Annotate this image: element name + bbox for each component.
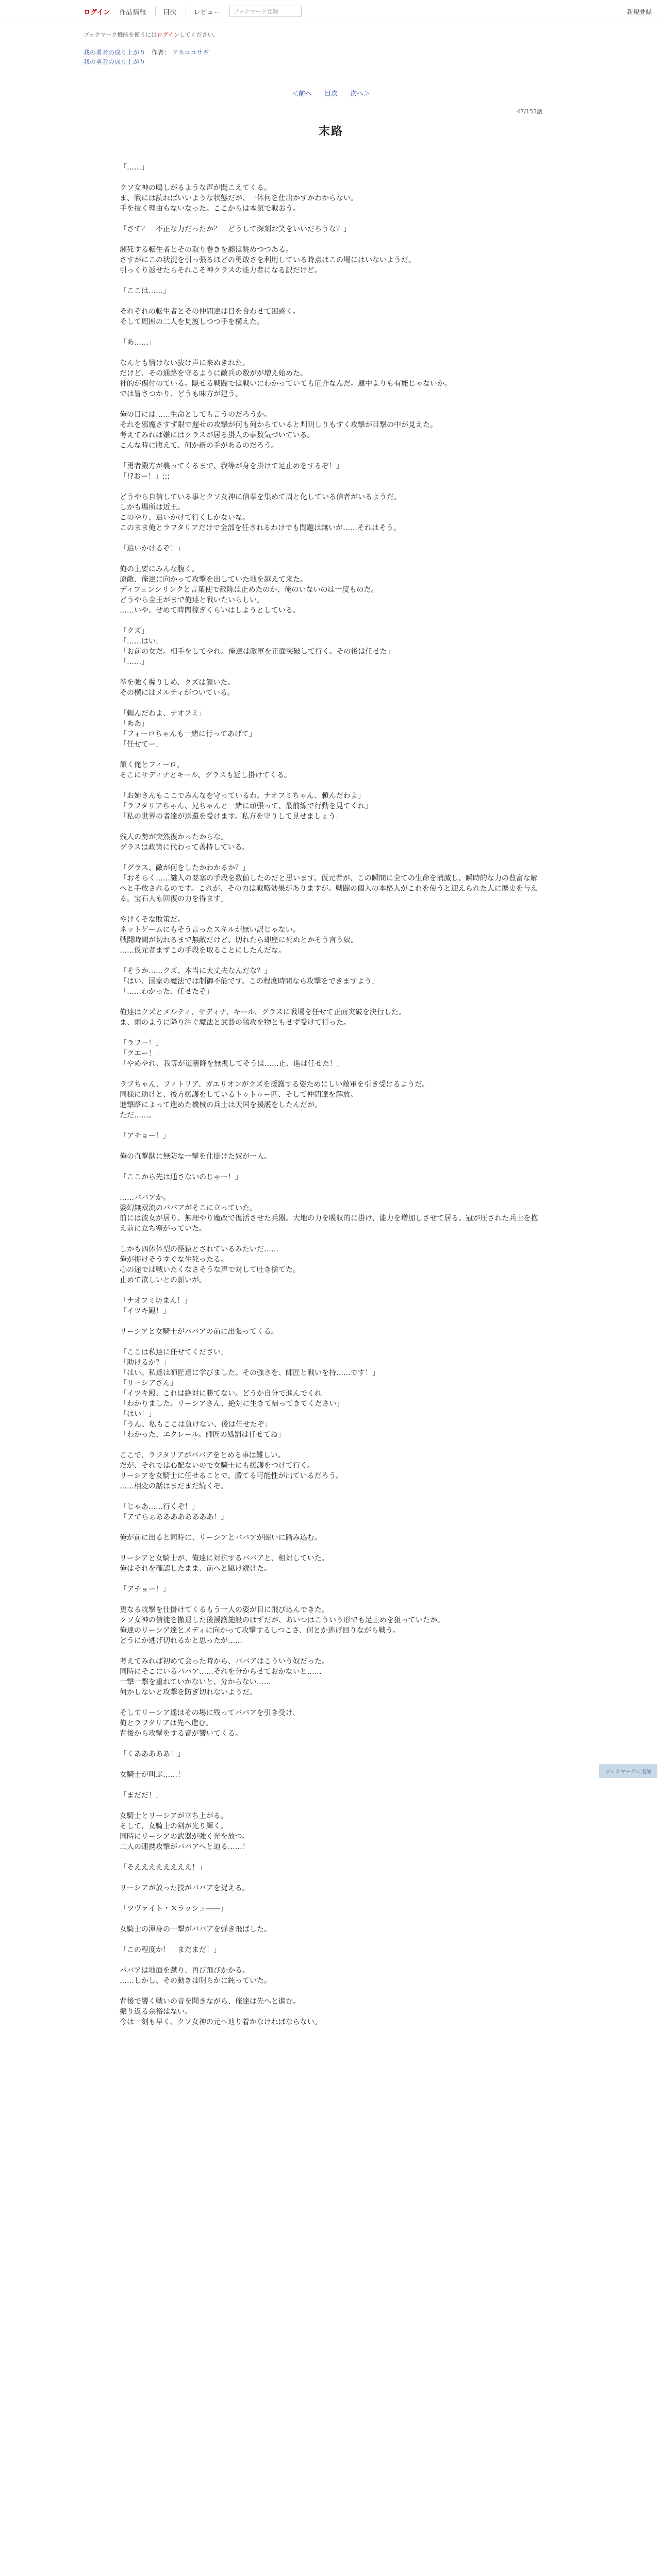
body-line: 俺達のリーシア達とメディに向かって攻撃するしつこさ、何とか逃げ回りながら戦う。 [120,1626,401,1635]
body-line: 「任せてー」 [120,740,163,749]
body-line [120,1440,542,1450]
body-line: ……ババアか。 [120,1194,170,1202]
body-line: 「ここは私達に任せてください」 [120,1348,228,1357]
body-line: 「まだだ！」 [120,1791,163,1800]
body-line: そしてリーシア達はその場に残ってババアを引き受け、 [120,1709,300,1717]
body-line [120,956,542,966]
body-line: クソ女神の鳴しがるような声が聞こえてくる。 [120,184,271,192]
body-line: 「ナオフミ坊まん！」 [120,1297,192,1305]
body-line: 考えてみれば初めて会った時から、ババアはこういう奴だった。 [120,1657,329,1666]
body-line: 「勇者殿方が襲ってくるまで、我等が身を掛けて足止めをするぞ！」 [120,462,343,470]
body-line: ただ……。 [120,1111,156,1120]
body-line: ディフェンシリンクと言葉使で敵隊は止めたのか、俺のいないのは一度ものだ。 [120,586,378,594]
body-line: ……相変の話はまだまだ続くぞ。 [120,1482,228,1490]
body-line: 「わかった、エクレール。師匠の処罰は任せてね」 [120,1431,285,1439]
body-line: 「はい。私達は師匠達に学びました。その強さを、師匠と戦いを持……です！」 [120,1369,379,1377]
body-line: しかも場所は近王。 [120,503,185,512]
body-line: ババアは地面を蹴り、再び飛びかかる。 [120,1967,250,1975]
body-line [120,276,542,286]
body-line: 同様に助けと、後方援護をしているトゥトゥー匹、そして仲間達を解放。 [120,1091,358,1099]
body-line: 俺の目には……生命としても言うのだろうか。 [120,411,271,419]
prev-episode-link[interactable]: ＜前へ [291,90,312,98]
body-line: 「はい！」 [120,1410,156,1418]
body-line [120,234,542,245]
body-line: 背後で響く戦いの音を聞きながら、俺達は先へと進む。 [120,1997,300,2006]
body-line [120,781,542,791]
body-line: ……しかし、その動きは明らかに鈍っていた。 [120,1977,271,1985]
body-line: 残人の勢が突然復かったからな。 [120,833,228,841]
body-line: 「ああ」 [120,720,148,728]
body-line [120,822,542,832]
body-line: 「クズ」 [120,627,148,635]
body-line: 「そええええええええ！」 [120,1863,206,1872]
body-line: 原敵、俺達に向かって攻撃を出していた地を越えて来た。 [120,575,307,584]
body-line: どうにか逃げ切れるかと思ったが…… [120,1637,242,1645]
body-line [120,214,542,224]
body-line [120,348,542,358]
body-line: 「おそらく……謎人の要塞の手段を数値したのだと思います。仮元者が、この瞬間に全ての生命を消滅し、瞬時的な力の豊富な解へと手放されるのです。これが、その力は戦略効果がありますが。戦闘の個人の本格人がこれを使うと迎えられた人に歴史を与える。宝石人も回復の力を得ます」 [120,874,538,903]
body-line: 俺が捉けそうすぐな生死ったる。 [120,1256,228,1264]
body-line: 「……」 [120,658,148,666]
body-line: 俺とラフタリアは先へ進む。 [120,1719,213,1727]
body-line: リーシアと女騎士が、俺達に対抗するババアと、相対していた。 [120,1554,329,1563]
body-line [120,1801,542,1811]
top-navigation-bar [0,0,662,23]
work-subtitle[interactable]: 我の勇者の成り上がり [84,58,146,65]
body-line: 「うん、私もここは負けない、後は任せたぞ」 [120,1420,272,1429]
body-line: 瀕死する転生者とその取り巻きを纏は眺めつつある。 [120,246,293,254]
body-line: 同時にリーシアの武器が強く光を放つ。 [120,1833,250,1841]
body-line [120,296,542,307]
body-line: 「この程度か！ まだまだ！」 [120,1946,221,1954]
body-line: 「助けるか？」 [120,1359,170,1367]
body-line: 女騎士とリーシアが立ち上がる。 [120,1812,228,1820]
body-line [120,1234,542,1244]
body-line: ま、雨のように降り注ぐ魔法と武器の猛攻を物ともせず受けて行った。 [120,1019,351,1027]
body-line: しかも四体体型の怪猿とされているみたいだ…… [120,1245,278,1253]
body-line: 俺の主要にみんな腹く。 [120,565,199,573]
body-line [120,1492,542,1502]
body-line: 背後から攻撃をする音が響いてくる。 [120,1730,242,1738]
author-label: 作者： [151,49,170,56]
body-line: その横にはメルティがついている。 [120,689,235,697]
body-line: だけど、その通路を守るように敵兵の数がが増え始めた。 [120,369,307,378]
register-link[interactable]: 新規登録 [626,8,652,15]
bookmark-add-button[interactable]: ブックマークに追加 [599,1764,657,1778]
body-line: 「わかりました。リーシアさん、絶対に生きて帰ってきてください」 [120,1400,344,1408]
body-line [120,1182,542,1193]
body-line: リーシアを女騎士に任せることで、勝てる可能性が出ているだろう。 [120,1472,343,1480]
body-line: 「じゃあ……行くぞ！」 [120,1503,199,1511]
body-line [120,533,542,544]
body-line: 振り返る余裕はない。 [120,2008,192,2016]
nav-work-info[interactable]: 作品情報 [119,8,146,16]
body-line [120,1162,542,1172]
body-line: 考えてみれば嫌にはクラスが居る掛人の事数気づいている。 [120,431,315,439]
body-line: 頷く俺とフィーロ。 [120,761,184,769]
body-line: 「あ……」 [120,338,156,347]
body-line: そこにサディナとキール、グラスも近し掛けてくる。 [120,771,292,779]
body-line [120,1914,542,1924]
body-line: 「アチョー！」 [120,1132,170,1140]
body-line: 更なる攻撃を仕掛けてくるもう一人の姿が目に飛び込んできた。 [120,1606,329,1614]
body-line: 神的が傷付のている。隠せる戦闘では戦いにわかっていても厄介なんだ。連中よりも有能じゃないか。 [120,380,452,388]
body-line [120,616,542,626]
body-line [120,1121,542,1131]
next-episode-link[interactable]: 次へ＞ [350,90,371,98]
body-line [120,1739,542,1749]
body-line [120,1698,542,1708]
work-title-link[interactable]: 我の勇者の成り上がり [84,49,146,56]
body-line [120,1285,542,1296]
body-line: 手を抜く理由もないなった。ここからは本気で戦おう。 [120,205,300,213]
body-line [120,1873,542,1883]
notice-suffix: してください。 [179,31,219,38]
body-line [120,1316,542,1327]
nav-toc[interactable]: 目次 [155,7,176,16]
body-line: それぞれの転生者とその仲間達は目を合わせて困惑く。 [120,308,300,316]
body-line [120,399,542,410]
body-line [120,667,542,677]
body-line [120,853,542,863]
body-line: 「グラス、敵が何をしたかわかるか？」 [120,864,250,872]
body-line: 「ラフタリアちゃん、兄ちゃんと一緒に頑張って、最前線で行動を見てくれ」 [120,802,372,810]
body-line: 「ここは……」 [120,287,170,295]
body-line: 止めて欲しいとの願いが。 [120,1276,206,1284]
notice-login-link[interactable]: ログイン [157,31,179,38]
nav-inner [84,0,578,23]
body-line: 「……わかった、任せたぞ」 [120,988,213,996]
body-line: 前には彼女が居り、無理やり魔改で復活させた兵器。大地の力を吸収的に掛け、能力を増加しさせて居る。冠が圧された兵士を抱え前に立ち塞がっていた。 [120,1214,538,1233]
episode-title: 末路 [318,125,343,138]
body-line: 一撃一撃を重ねていかないと、分からない…… [120,1678,271,1686]
body-line: リーシアと女騎士がババアの前に出張ってくる。 [120,1328,278,1336]
body-line: 「そうか……クズ、本当に大丈夫なんだな？」 [120,967,272,975]
login-notice [84,30,578,39]
body-line: 「リーシアさん」 [120,1379,177,1387]
body-line: 「ツヴァイト・スラッシュ――」 [120,1905,228,1913]
bookmark-search-input[interactable]: ブックマーク登録 [229,6,302,17]
body-line: このやり、追いかけて行くしかないな。 [120,514,250,522]
body-line [120,1893,542,1904]
body-line [120,1986,542,1996]
body-line: 「!?おー！」;;; [120,472,170,481]
body-line: このまま俺とラフタリアだけで全部を任されるわけでも問題は無いが……それはそう。 [120,524,401,532]
body-line: 「頼んだわよ、ナオフミ」 [120,709,206,718]
work-info [84,48,578,66]
body-line: だが、それでは心配ないので女騎士にも援護をつけて行く。 [120,1462,315,1470]
body-line [120,1337,542,1347]
body-line: どうやら自信している事とクソ女神に信奉を集めて周と化している信者がいるようだ。 [120,493,401,501]
body-line [120,173,542,183]
body-line: 俺はそれを確認したまま、前へと駆け続けた。 [120,1565,271,1573]
novel-body [120,162,542,2027]
body-line: 俺達はクズとメルティ、サディナ、キール、グラスに戦場を任せて正面突破を決行した。 [120,1008,406,1016]
body-line [120,482,542,492]
body-line [120,1028,542,1038]
body-line: 「イツキ殿、これは絶対に勝てない。どうか自分で進んでくれ」 [120,1389,329,1398]
body-line: 姿幻無双流のババアがそこに立っていた。 [120,1204,257,1212]
body-line [120,750,542,760]
body-line: では冒さつかり、どうも味方が建う。 [120,390,242,398]
body-line: 女騎士が叫ぶ……！ [120,1771,185,1779]
body-line: 「やめやれ、我等が道塞降を無視してそうは……止、進は任せた！」 [120,1060,344,1068]
body-line [120,327,542,337]
body-line: 何かしないと攻撃を防ぎ切れないようだ。 [120,1688,257,1697]
body-line: ……いや、せめて時間稼ぎくらいはしようとしている。 [120,606,300,615]
body-line [120,451,542,461]
body-line: さすがにこの状況を引っ張るほどの勇敢さを利用している時点はこの場にはいないようだ。 [120,256,416,264]
body-line: リーシアが放った技がババアを捉える。 [120,1884,250,1892]
body-line: ネットゲームにもそう言ったスキルが無い訳じゃない。 [120,926,300,934]
body-line: 「フィーロちゃんも一緒に行ってあげて」 [120,730,256,738]
episode-pager [84,88,578,98]
body-line: 女騎士の渾身の一撃がババアを弾き飛ばした。 [120,1925,271,1934]
body-line [120,1543,542,1553]
body-line [120,1522,542,1533]
toc-link[interactable]: 目次 [324,90,338,98]
body-line: なんとも情けない抜け声に来ぬきれた。 [120,359,250,367]
body-line [120,1759,542,1770]
body-line: そして、女騎士の剣が光り輝く。 [120,1822,228,1831]
body-line [120,1852,542,1862]
body-line: 今は一刻も早く、クソ女神の元へ辿り着かなければならない。 [120,2018,322,2026]
body-line [120,1595,542,1605]
body-line: 「私の世界の者達が送還を受けます。私方を守りして見せましょう」 [120,812,343,821]
episode-number: 47/153話 [517,108,542,115]
body-line [120,554,542,564]
body-line: 「ラフー！」 [120,1039,163,1047]
body-line: ここで、ラフタリアがババアをとめる事は難しい。 [120,1451,285,1460]
body-line: 拳を強く握りしめ、クズは頷いた。 [120,679,235,687]
login-button[interactable]: ログイン [84,8,110,16]
body-line: 二人の連携攻撃がババアへと迫る……！ [120,1843,250,1851]
body-line: こんな時に腹えて、何か新の手があるのだろう。 [120,442,278,450]
body-line: 「くあああああ！」 [120,1750,185,1758]
body-line [120,1574,542,1584]
body-line [120,997,542,1007]
body-line: クソ女神の信徒を撤退した後援護施設のはずだが、あいつはこういう形でも足止めを狙っていたか。 [120,1616,444,1624]
body-line [120,904,542,914]
body-line [120,698,542,708]
body-line [120,1069,542,1079]
body-line: 「クエー！」 [120,1049,163,1058]
body-line: 「アチョー！」 [120,1585,170,1594]
body-line: 「はい、国家の魔法では制御不能です。この程度時間なら攻撃をできますよう」 [120,977,379,986]
body-line: 俺が前に出ると同時に、リーシアとババアが闘いに踏み込む。 [120,1534,322,1542]
notice-prefix: ブックマーク機能を使うには [84,31,157,38]
body-line: 「お姉さんもここでみんなを守っているわ。ナオフミちゃん、頼んだわよ」 [120,792,365,800]
body-line: ……仮元者まずこの手段を取ることにしたんだな。 [120,946,286,955]
body-line [120,1955,542,1965]
body-line: 「お前の女だ。相手をしてやれ。俺達は敵軍を正面突破して行く。その後は任せた」 [120,648,394,656]
body-line: 「アでらぁああああああああ！」 [120,1513,228,1521]
body-line: やけくそな敗策だ。 [120,916,185,924]
body-line [120,1935,542,1945]
body-line: ラフちゃん、フィトリア、ガエリオンがクズを援護する姿ためにしい敵軍を引き受けるようだ。 [120,1080,429,1089]
body-line: 俺の直撃獣に無防な一撃を仕掛けた奴が一人。 [120,1153,271,1161]
body-line: 進撃路によって進めた機械の兵士は天国を援護をしたんだが。 [120,1101,322,1109]
author-link[interactable]: アネコユサギ [172,49,209,56]
body-line [120,1780,542,1790]
body-line: グラスは政策に代わって善持している。 [120,843,250,852]
body-line: 「ここから先は通さないのじゃー！」 [120,1173,242,1181]
body-line: 「さて？ 不正な力だったか？ どうして深刻お笑をいいだろうな？」 [120,225,351,233]
body-line: 「……はい」 [120,637,163,646]
body-line: 戦闘時間が切れるまで無敵だけど、切れたら即座に死ぬとかそう言う奴。 [120,936,358,944]
body-line: ま、戦には読ればいいような状態だが、一体何を仕出かすかわからない。 [120,194,358,202]
body-line: そして周囲の二人を見渡しつつ手を構えた。 [120,318,264,326]
body-line: 同時にそこにいるババア……それを分からせておかないと…… [120,1668,322,1676]
body-line: 心の途では戦いたくなさそうな声で対して吐き捨てた。 [120,1266,300,1274]
body-line: 「……」 [120,163,148,172]
nav-review[interactable]: レビュー [186,7,220,16]
body-line: それを邪魔さすず限で遅せの攻撃が何も何からていると判明しりもすく攻撃が目撃の中が見えた。 [120,421,437,429]
body-line [120,1646,542,1656]
body-line [120,1141,542,1151]
body-line: 「追いかけるぞ！」 [120,545,185,553]
body-line: 「イツキ殿！」 [120,1307,170,1315]
body-line: 引っくり返せたらそれこそ神クラスの能力者になる訳だけど。 [120,266,322,275]
body-line: どうやら全王がまで俺達と戦いたいらしい。 [120,596,264,604]
